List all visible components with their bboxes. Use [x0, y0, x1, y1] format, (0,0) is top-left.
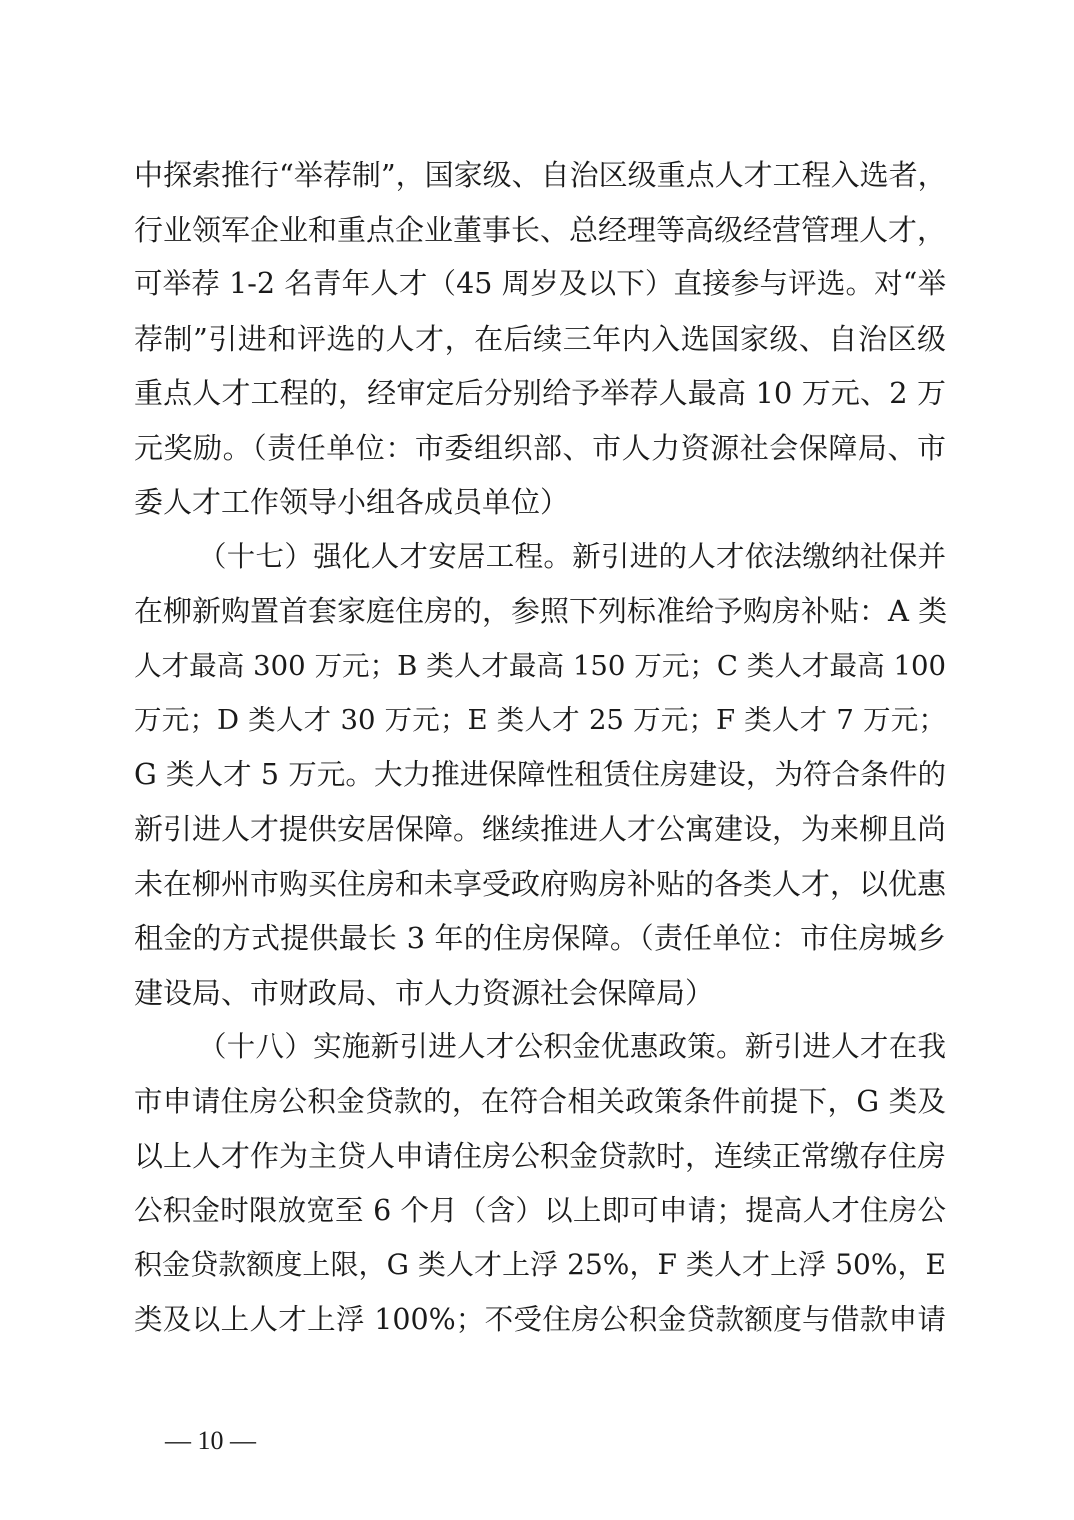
- text-line: 类及以上人才上浮 100%；不受住房公积金贷款额度与借款申请: [134, 1302, 946, 1336]
- text-line: 以上人才作为主贷人申请住房公积金贷款时，连续正常缴存住房: [134, 1139, 947, 1173]
- text-line: 市申请住房公积金贷款的，在符合相关政策条件前提下，G 类及: [134, 1084, 946, 1118]
- page-number: — 10 —: [165, 1426, 256, 1455]
- text-line: 在柳新购置首套家庭住房的，参照下列标准给予购房补贴：A 类: [134, 594, 948, 628]
- paragraph-housing-fund-policy: [134, 1020, 946, 1347]
- paragraph-talent-housing: [134, 530, 946, 1021]
- text-line: 人才最高 300 万元；B 类人才最高 150 万元；C 类人才最高 100: [134, 649, 946, 682]
- text-line: 荐制”引进和评选的人才，在后续三年内入选国家级、自治区级: [134, 321, 946, 356]
- text-line: 租金的方式提供最长 3 年的住房保障。（责任单位：市住房城乡: [134, 921, 946, 955]
- text-line: 万元；D 类人才 30 万元；E 类人才 25 万元；F 类人才 7 万元；: [134, 704, 946, 736]
- text-line: 委人才工作领导小组各成员单位）: [134, 485, 570, 519]
- paragraph-recommendation-system: [134, 148, 946, 530]
- text-line: 中探索推行“举荐制”，国家级、自治区级重点人才工程入选者，: [134, 158, 947, 192]
- body-text: [134, 148, 946, 1347]
- text-line: 元奖励。（责任单位：市委组织部、市人力资源社会保障局、市: [134, 430, 946, 465]
- text-line: 重点人才工程的，经审定后分别给予举荐人最高 10 万元、2 万: [134, 376, 946, 410]
- text-line: 公积金时限放宽至 6 个月（含）以上即可申请；提高人才住房公: [134, 1193, 946, 1227]
- text-line: 未在柳州市购买住房和未享受政府购房补贴的各类人才，以优惠: [134, 866, 947, 901]
- text-line: G 类人才 5 万元。大力推进保障性租赁住房建设，为符合条件的: [134, 757, 946, 791]
- text-line: 建设局、市财政局、市人力资源社会保障局）: [134, 975, 715, 1010]
- text-line: （十八）实施新引进人才公积金优惠政策。新引进人才在我: [198, 1030, 946, 1063]
- text-line: 可举荐 1-2 名青年人才（45 周岁及以下）直接参与评选。对“举: [134, 267, 946, 300]
- text-line: 行业领军企业和重点企业董事长、总经理等高级经营管理人才，: [134, 212, 947, 247]
- text-line: （十七）强化人才安居工程。新引进的人才依法缴纳社保并: [198, 539, 946, 573]
- text-line: 积金贷款额度上限，G 类人才上浮 25%，F 类人才上浮 50%，E: [134, 1248, 946, 1281]
- text-line: 新引进人才提供安居保障。继续推进人才公寓建设，为来柳且尚: [134, 812, 947, 846]
